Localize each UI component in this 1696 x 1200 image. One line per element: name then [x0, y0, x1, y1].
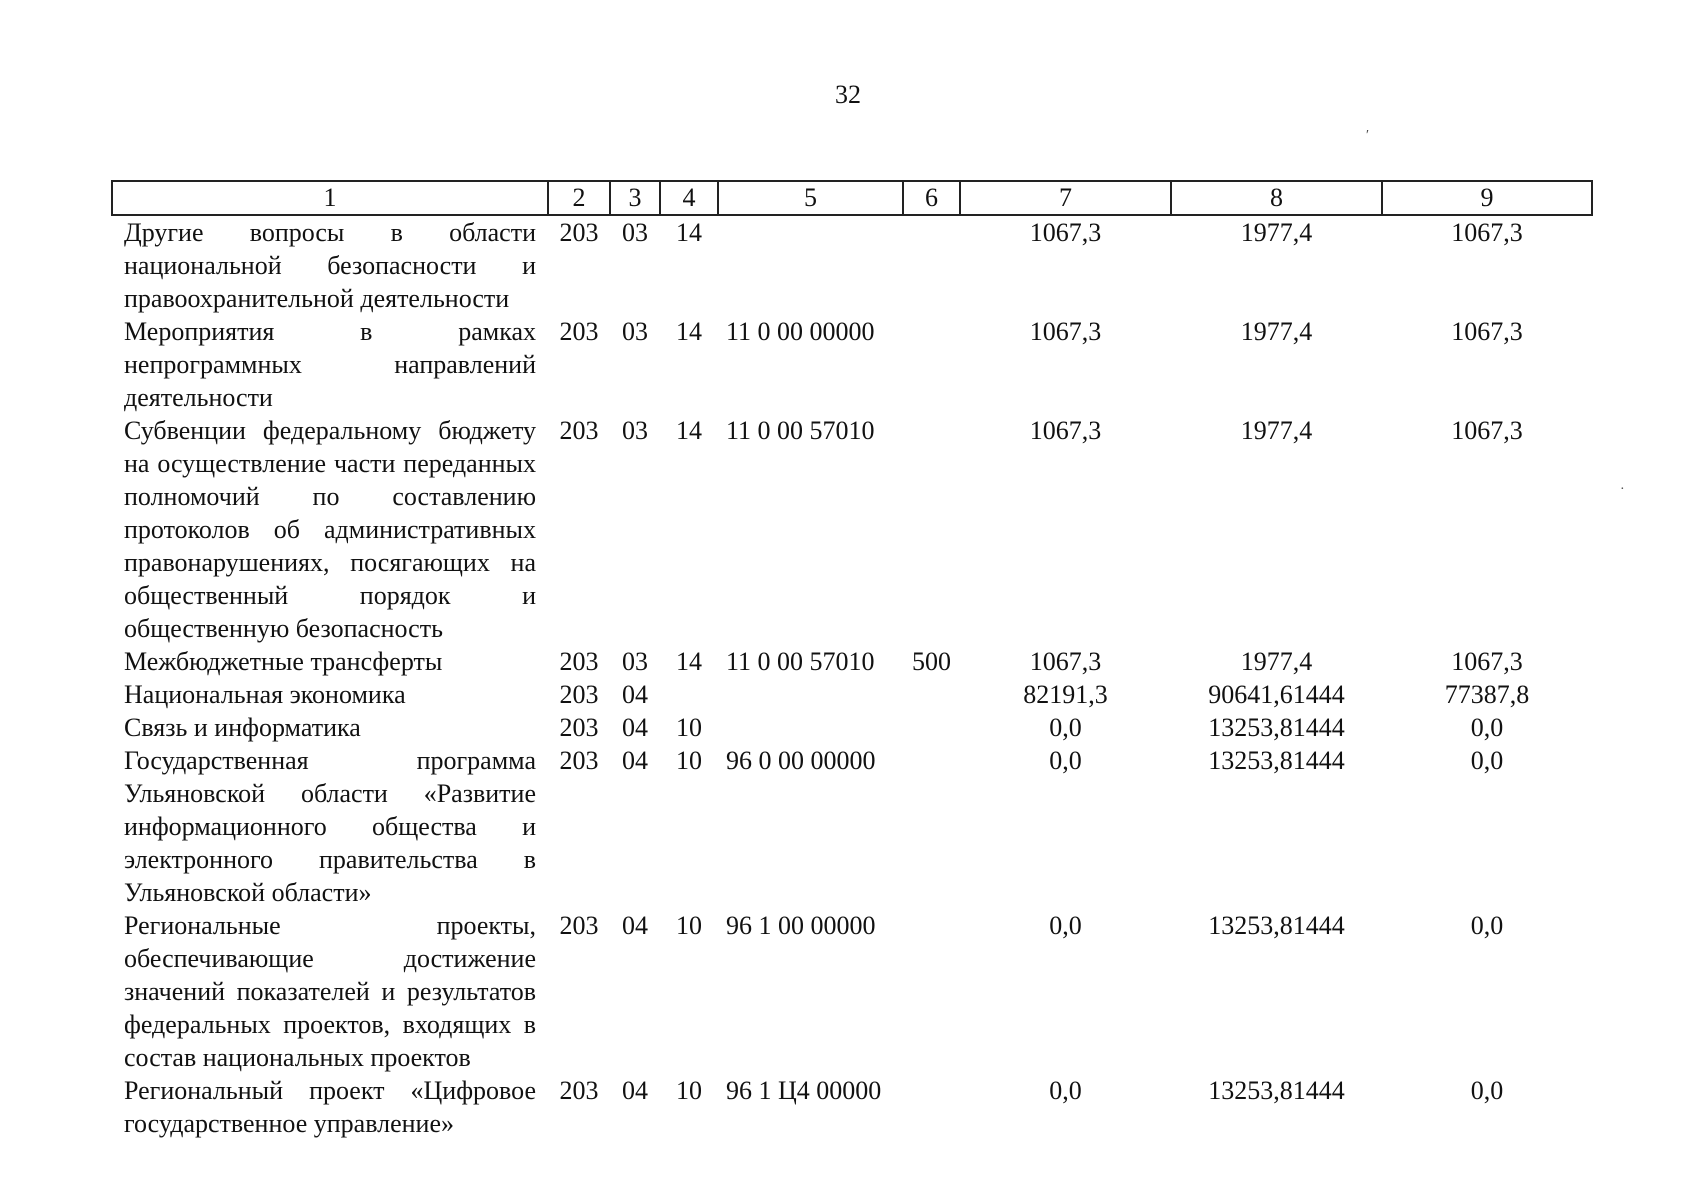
- column-header: 6: [903, 181, 960, 215]
- cell-col-9: 77387,8: [1444, 680, 1530, 709]
- cell-col-4: 14: [676, 218, 702, 247]
- table-row: [112, 414, 1592, 645]
- cell-col-8: 13253,81444: [1208, 713, 1345, 742]
- cell-col-6: [903, 744, 960, 909]
- cell-col-6: [903, 678, 960, 711]
- row-label: Региональный проект «Цифровое государственное управление»: [124, 1076, 536, 1138]
- table-row: [112, 215, 1592, 315]
- cell-col-8: 90641,61444: [1208, 680, 1345, 709]
- cell-col-5: 96 1 00 00000: [726, 911, 876, 940]
- column-header: 1: [112, 181, 548, 215]
- cell-col-3: 03: [622, 647, 648, 676]
- cell-col-8: 13253,81444: [1208, 911, 1345, 940]
- cell-col-6: 500: [912, 647, 951, 676]
- table-header-row: [112, 181, 1592, 215]
- column-header: 4: [660, 181, 718, 215]
- row-label: Межбюджетные трансферты: [124, 647, 443, 676]
- cell-col-6: [903, 315, 960, 414]
- cell-col-2: 203: [559, 911, 599, 940]
- cell-col-8: 1977,4: [1240, 647, 1313, 676]
- column-header: 9: [1382, 181, 1592, 215]
- cell-col-8: 1977,4: [1240, 317, 1313, 346]
- cell-col-3: 04: [622, 713, 648, 742]
- table-row: [112, 678, 1592, 711]
- table-row: [112, 645, 1592, 678]
- cell-col-9: 0,0: [1470, 746, 1504, 775]
- column-header: 5: [718, 181, 903, 215]
- cell-col-9: 0,0: [1470, 911, 1504, 940]
- cell-col-3: 04: [622, 911, 648, 940]
- cell-col-5: [718, 215, 903, 315]
- cell-col-3: 04: [622, 746, 648, 775]
- cell-col-4: 14: [676, 317, 702, 346]
- cell-col-6: [903, 711, 960, 744]
- cell-col-6: [903, 414, 960, 645]
- cell-col-4: 10: [676, 1076, 702, 1105]
- budget-table: [111, 180, 1593, 1140]
- cell-col-4: 14: [676, 416, 702, 445]
- cell-col-7: 0,0: [1049, 713, 1082, 742]
- row-label: Мероприятия в рамках непрограммных направлений деятельности: [124, 317, 536, 412]
- column-header: 3: [610, 181, 660, 215]
- cell-col-8: 13253,81444: [1208, 746, 1345, 775]
- cell-col-3: 03: [622, 416, 648, 445]
- cell-col-9: 1067,3: [1451, 416, 1523, 445]
- cell-col-2: 203: [559, 713, 599, 742]
- cell-col-6: [903, 215, 960, 315]
- cell-col-2: 203: [559, 1076, 599, 1105]
- table-row: [112, 909, 1592, 1074]
- column-header: 7: [960, 181, 1171, 215]
- cell-col-7: 1067,3: [1029, 218, 1102, 247]
- cell-col-2: 203: [559, 680, 599, 709]
- cell-col-5: 11 0 00 00000: [726, 317, 875, 346]
- cell-col-4: 10: [676, 746, 702, 775]
- cell-col-4: 10: [676, 713, 702, 742]
- cell-col-9: 1067,3: [1451, 647, 1523, 676]
- cell-col-9: 1067,3: [1451, 218, 1523, 247]
- column-header: 2: [548, 181, 610, 215]
- cell-col-2: 203: [559, 218, 599, 247]
- table-row: [112, 744, 1592, 909]
- cell-col-8: 13253,81444: [1208, 1076, 1345, 1105]
- cell-col-7: 1067,3: [1029, 317, 1102, 346]
- table-row: [112, 711, 1592, 744]
- table-row: [112, 315, 1592, 414]
- cell-col-3: 04: [622, 680, 648, 709]
- cell-col-3: 03: [622, 218, 648, 247]
- cell-col-9: 0,0: [1470, 1076, 1504, 1105]
- row-label: Связь и информатика: [124, 713, 361, 742]
- cell-col-3: 04: [622, 1076, 648, 1105]
- table-row: [112, 1074, 1592, 1140]
- cell-col-2: 203: [559, 647, 599, 676]
- row-label: Региональные проекты, обеспечивающие достижение значений показателей и результатов федеральных проектов, входящих в состав национальных проектов: [124, 911, 536, 1072]
- cell-col-4: 14: [676, 647, 702, 676]
- cell-col-8: 1977,4: [1240, 218, 1313, 247]
- page-number: 32: [835, 80, 861, 109]
- cell-col-7: 0,0: [1049, 1076, 1082, 1105]
- cell-col-5: [718, 678, 903, 711]
- cell-col-2: 203: [559, 416, 599, 445]
- row-label: Национальная экономика: [124, 680, 406, 709]
- cell-col-9: 1067,3: [1451, 317, 1523, 346]
- cell-col-7: 82191,3: [1023, 680, 1108, 709]
- cell-col-4: [660, 678, 718, 711]
- scan-speck: ·: [1620, 482, 1625, 497]
- cell-col-7: 1067,3: [1029, 416, 1102, 445]
- row-label: Другие вопросы в области национальной безопасности и правоохранительной деятельности: [124, 218, 536, 313]
- row-label: Субвенции федеральному бюджету на осуществление части переданных полномочий по составлению протоколов об административных правонарушениях, посягающих на общественный порядок и общественную безопасность: [124, 416, 536, 643]
- cell-col-2: 203: [559, 317, 599, 346]
- cell-col-7: 0,0: [1049, 746, 1082, 775]
- cell-col-5: 11 0 00 57010: [726, 647, 875, 676]
- cell-col-7: 0,0: [1049, 911, 1082, 940]
- cell-col-9: 0,0: [1470, 713, 1504, 742]
- cell-col-3: 03: [622, 317, 648, 346]
- cell-col-5: [718, 711, 903, 744]
- column-header: 8: [1171, 181, 1382, 215]
- cell-col-6: [903, 1074, 960, 1140]
- cell-col-7: 1067,3: [1029, 647, 1102, 676]
- cell-col-5: 96 1 Ц4 00000: [726, 1076, 882, 1105]
- scan-speck: ′: [1366, 128, 1370, 143]
- cell-col-2: 203: [559, 746, 599, 775]
- cell-col-5: 11 0 00 57010: [726, 416, 875, 445]
- cell-col-5: 96 0 00 00000: [726, 746, 876, 775]
- row-label: Государственная программа Ульяновской области «Развитие информационного общества и электронного правительства в Ульяновской области»: [124, 746, 536, 907]
- cell-col-8: 1977,4: [1240, 416, 1313, 445]
- cell-col-6: [903, 909, 960, 1074]
- cell-col-4: 10: [676, 911, 702, 940]
